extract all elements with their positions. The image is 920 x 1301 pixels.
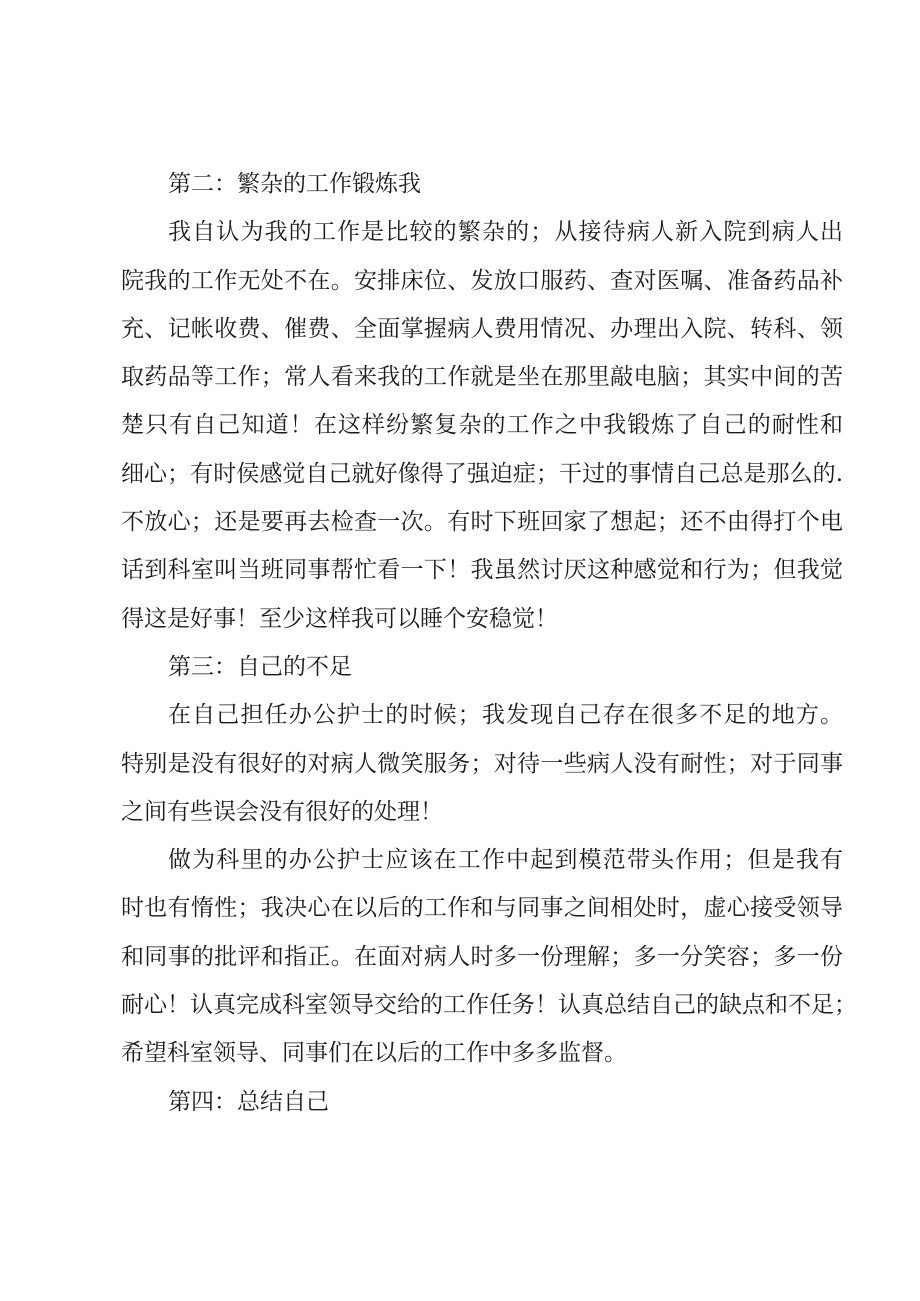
paragraph-line: 时也有惰性；我决心在以后的工作和与同事之间相处时，虚心接受领导	[121, 895, 843, 922]
section-heading: 第四：总结自己	[168, 1088, 329, 1115]
paragraph-line: 话到科室叫当班同事帮忙看一下！我虽然讨厌这种感觉和行为；但我觉	[121, 557, 843, 584]
section-heading: 第二：繁杂的工作锻炼我	[168, 171, 421, 197]
paragraph-line: 细心；有时侯感觉自己就好像得了强迫症；干过的事情自己总是那么的.	[121, 460, 843, 487]
paragraph-line: 楚只有自己知道！在这样纷繁复杂的工作之中我锻炼了自己的耐性和	[121, 412, 843, 439]
paragraph-line: 院我的工作无处不在。安排床位、发放口服药、查对医嘱、准备药品补	[121, 267, 843, 294]
paragraph-line: 充、记帐收费、催费、全面掌握病人费用情况、办理出入院、转科、领	[121, 315, 843, 342]
paragraph-line: 特别是没有很好的对病人微笑服务；对待一些病人没有耐性；对于同事	[121, 750, 843, 777]
paragraph-line: 之间有些误会没有很好的处理！	[121, 798, 443, 825]
paragraph-line: 做为科里的办公护士应该在工作中起到模范带头作用；但是我有	[168, 847, 843, 874]
paragraph-line: 和同事的批评和指正。在面对病人时多一份理解；多一分笑容；多一份	[121, 943, 843, 970]
paragraph-line: 取药品等工作；常人看来我的工作就是坐在那里敲电脑；其实中间的苦	[121, 364, 843, 391]
paragraph-line: 耐心！认真完成科室领导交给的工作任务！认真总结自己的缺点和不足；	[121, 992, 857, 1019]
paragraph-line: 希望科室领导、同事们在以后的工作中多多监督。	[121, 1040, 627, 1067]
section-heading: 第三：自己的不足	[168, 653, 352, 680]
paragraph-line: 不放心；还是要再去检查一次。有时下班回家了想起；还不由得打个电	[121, 509, 843, 536]
paragraph-line: 在自己担任办公护士的时候；我发现自己存在很多不足的地方。	[168, 702, 843, 729]
paragraph-line: 我自认为我的工作是比较的繁杂的；从接待病人新入院到病人出	[168, 219, 843, 246]
paragraph-line: 得这是好事！至少这样我可以睡个安稳觉！	[121, 605, 558, 632]
document-body	[121, 160, 857, 1126]
